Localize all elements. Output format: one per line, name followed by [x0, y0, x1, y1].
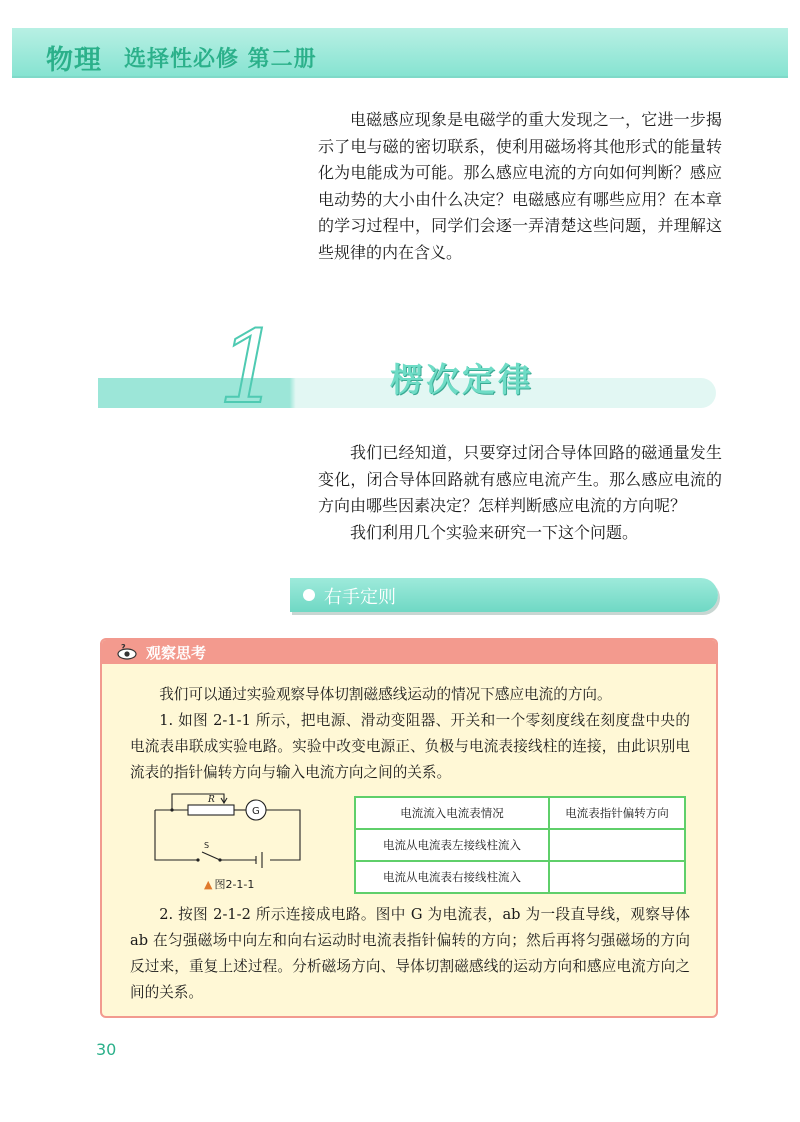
book-subject: 物理 — [46, 45, 102, 76]
observation-step-1: 1. 如图 2-1-1 所示，把电源、滑动变阻器、开关和一个零刻度线在刻度盘中央的电流表串联成实验电路。实验中改变电源正、负极与电流表接线柱的连接，由此识别电流表的指针偏转方向与输入电流方向之间的关系。 — [130, 712, 690, 781]
bullet-dot-icon — [303, 589, 315, 601]
eye-question-icon — [116, 643, 138, 661]
table-cell: 电流从电流表右接线柱流入 — [355, 861, 549, 893]
subsection-heading — [290, 578, 718, 612]
table-row — [355, 829, 685, 861]
switch-label: S — [204, 841, 210, 850]
figure-caption-text: 图2-1-1 — [214, 878, 255, 891]
intro-paragraph: 电磁感应现象是电磁学的重大发现之一，它进一步揭示了电与磁的密切联系，使利用磁场将其他形式的能量转化为电能成为可能。那么感应电流的方向如何判断？感应电动势的大小由什么决定？电磁感应有哪些应用？在本章的学习过程中，同学们会逐一弄清楚这些问题，并理解这些规律的内在含义。 — [318, 110, 722, 262]
observation-box — [100, 638, 718, 1018]
section-paragraph: 我们利用几个实验来研究一下这个问题。 — [350, 522, 639, 542]
observation-text-top — [130, 682, 690, 786]
subsection-title: 右手定则 — [324, 587, 396, 608]
table-header-row — [355, 797, 685, 829]
resistor-label: R — [208, 795, 215, 805]
observation-step-2: 2. 按图 2-1-2 所示连接成电路。图中 G 为电流表，ab 为一段直导线，观察导体 ab 在匀强磁场中向左和向右运动时电流表指针偏转的方向；然后再将匀强磁场的方向反过来，重复上述过程。分析磁场方向、导体切割磁感线的运动方向和感应电流方向之间的关系。 — [130, 906, 690, 1001]
triangle-marker-icon: ▲ — [204, 878, 213, 891]
circuit-diagram — [150, 790, 320, 880]
table-header: 电流流入电流表情况 — [355, 797, 549, 829]
table-cell — [549, 829, 685, 861]
observation-header — [102, 640, 716, 664]
section-body — [318, 440, 722, 546]
book-title: 选择性必修 第二册 — [124, 47, 317, 72]
table-row — [355, 861, 685, 893]
chapter-intro — [318, 107, 722, 266]
observation-intro: 我们可以通过实验观察导体切割磁感线运动的情况下感应电流的方向。 — [159, 686, 612, 703]
table-cell — [549, 861, 685, 893]
section-number: 1 — [218, 309, 282, 426]
svg-text:?: ? — [121, 643, 126, 652]
observation-table — [354, 796, 686, 894]
page-number: 30 — [96, 1040, 117, 1059]
table-cell: 电流从电流表左接线柱流入 — [355, 829, 549, 861]
section-title: 楞次定律 — [390, 360, 534, 399]
header-divider — [12, 76, 788, 78]
figure-caption — [204, 876, 254, 892]
section-paragraph: 我们已经知道，只要穿过闭合导体回路的磁通量发生变化，闭合导体回路就有感应电流产生。那么感应电流的方向由哪些因素决定？怎样判断感应电流的方向呢？ — [318, 443, 722, 515]
observation-text-bottom — [130, 902, 690, 1006]
meter-label: G — [252, 806, 260, 817]
observation-title: 观察思考 — [146, 644, 207, 662]
table-header: 电流表指针偏转方向 — [549, 797, 685, 829]
